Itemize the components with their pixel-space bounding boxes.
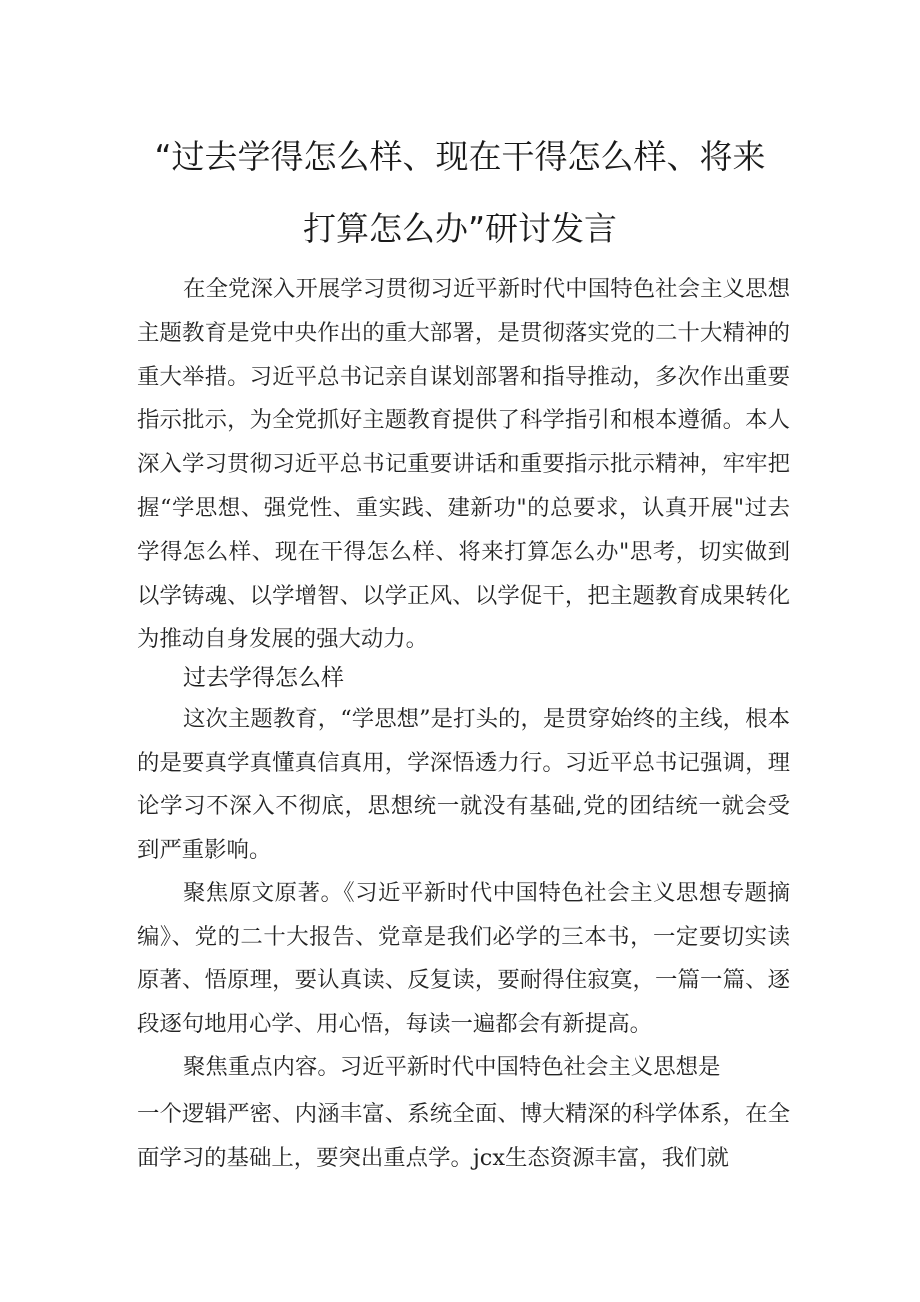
paragraph-key-content-continued: 一个逻辑严密、内涵丰富、系统全面、博大精深的科学体系，在全面学习的基础上，要突出重点学。jcx生态资源丰富，我们就 (137, 1101, 790, 1171)
paragraph-study-thought: 这次主题教育，“学思想”是打头的，是贯穿始终的主线，根本的是要真学真懂真信真用，学深悟透力行。习近平总书记强调，理论学习不深入不彻底，思想统一就没有基础,党的团结统一就会受到严重影响。 (137, 706, 790, 863)
paragraph-key-content-first-line: 聚焦重点内容。习近平新时代中国特色社会主义思想是 (183, 1054, 721, 1080)
document-title-line-1: “过去学得怎么样、现在干得怎么样、将来 (154, 137, 766, 176)
intro-paragraph: 在全党深入开展学习贯彻习近平新时代中国特色社会主义思想主题教育是党中央作出的重大部署，是贯彻落实党的二十大精神的重大举措。习近平总书记亲自谋划部署和指导推动，多次作出重要指示批示，为全党抓好主题教育提供了科学指引和根本遵循。本人深入学习贯彻习近平总书记重要讲话和重要指示批示精神，牢牢把握“学思想、强党性、重实践、建新功"的总要求，认真开展"过去学得怎么样、现在干得怎么样、将来打算怎么办"思考，切实做到以学铸魂、以学增智、以学正风、以学促干，把主题教育成果转化为推动自身发展的强大动力。 (137, 276, 790, 653)
section-heading-past-study: 过去学得怎么样 (183, 665, 344, 691)
paragraph-original-works: 聚焦原文原著。《习近平新时代中国特色社会主义思想专题摘编》、党的二十大报告、党章是我们必学的三本书，一定要切实读原著、悟原理，要认真读、反复读，要耐得住寂寞，一篇一篇、逐段逐句地用心学、用心悟，每读一遍都会有新提高。 (137, 880, 790, 1037)
document-title-line-2: 打算怎么办”研讨发言 (302, 209, 618, 248)
